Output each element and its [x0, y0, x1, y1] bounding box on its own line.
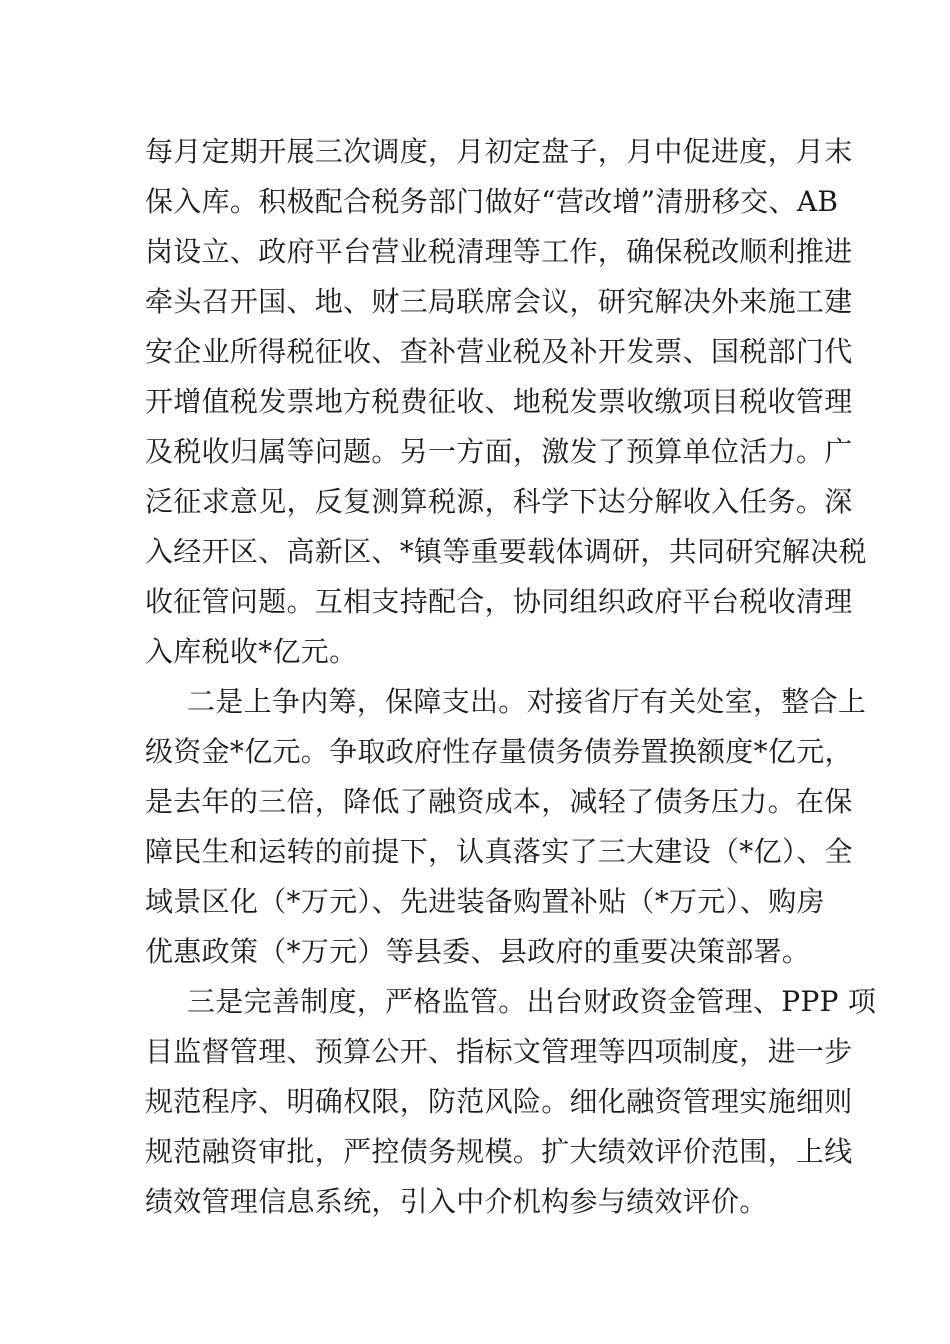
- text-line: 保入库。积极配合税务部门做好“营改增”清册移交、AB: [145, 185, 839, 218]
- paragraph-first-line: 二是上争内筹，保障支出。对接省厅有关处室，整合上: [187, 685, 867, 718]
- text-line: 规范程序、明确权限，防范风险。细化融资管理实施细则: [145, 1085, 853, 1118]
- text-line: 规范融资审批，严控债务规模。扩大绩效评价范围，上线: [145, 1135, 853, 1168]
- text-line: 级资金*亿元。争取政府性存量债务债券置换额度*亿元，: [145, 735, 853, 768]
- text-line: 是去年的三倍，降低了融资成本，减轻了债务压力。在保: [145, 785, 853, 818]
- text-line: 及税收归属等问题。另一方面，激发了预算单位活力。广: [145, 435, 853, 468]
- text-line: 安企业所得税征收、查补营业税及补开发票、国税部门代: [145, 335, 853, 368]
- text-line: 入库税收*亿元。: [145, 635, 358, 668]
- text-line: 入经开区、高新区、*镇等重要载体调研，共同研究解决税: [145, 535, 867, 568]
- text-line: 开增值税发票地方税费征收、地税发票收缴项目税收管理: [145, 385, 853, 418]
- text-line: 优惠政策（*万元）等县委、县政府的重要决策部署。: [145, 935, 811, 968]
- paragraph-first-line: 三是完善制度，严格监管。出台财政资金管理、PPP 项: [187, 985, 877, 1018]
- text-line: 每月定期开展三次调度，月初定盘子，月中促进度，月末: [145, 135, 853, 168]
- text-line: 牵头召开国、地、财三局联席会议，研究解决外来施工建: [145, 285, 853, 318]
- text-line: 域景区化（*万元）、先进装备购置补贴（*万元）、购房: [145, 885, 825, 918]
- text-line: 泛征求意见，反复测算税源，科学下达分解收入任务。深: [145, 485, 853, 518]
- text-line: 收征管问题。互相支持配合，协同组织政府平台税收清理: [145, 585, 853, 618]
- text-line: 障民生和运转的前提下，认真落实了三大建设（*亿）、全: [145, 835, 853, 868]
- text-line: 目监督管理、预算公开、指标文管理等四项制度，进一步: [145, 1035, 853, 1068]
- text-line: 岗设立、政府平台营业税清理等工作，确保税改顺利推进: [145, 235, 853, 268]
- text-line: 绩效管理信息系统，引入中介机构参与绩效评价。: [145, 1185, 768, 1218]
